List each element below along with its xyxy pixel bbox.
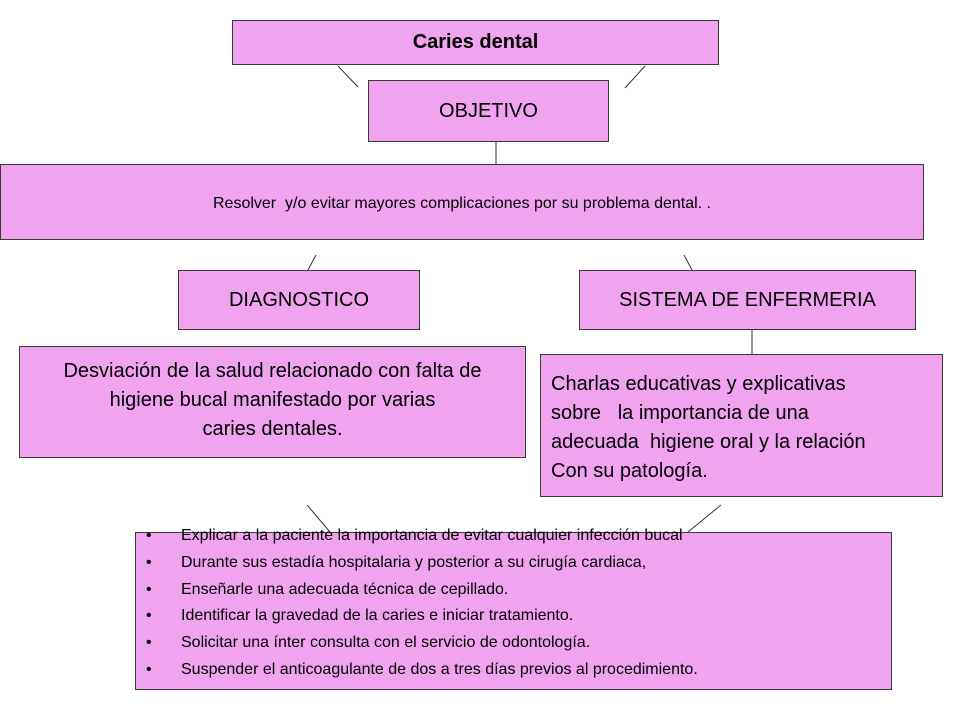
objective-box [368,80,609,142]
nursing-system-line: adecuada higiene oral y la relación [551,431,866,453]
action-item [136,582,698,609]
connector-goal-system [684,255,692,270]
diagnosis-line: caries dentales. [202,418,343,440]
nursing-system-label: SISTEMA DE ENFERMERIA [619,288,876,311]
nursing-system-line: Charlas educativas y explicativas [551,373,846,395]
bullet-icon: • [146,607,152,625]
action-item [136,555,698,582]
objective-text-box [0,164,924,240]
diagnosis-label: DIAGNOSTICO [228,288,369,311]
action-item [136,635,698,662]
bullet-icon: • [146,660,152,678]
objective-text: Resolver y/o evitar mayores complicaciones por su problema dental. . [213,195,711,212]
bullet-icon: • [146,553,152,571]
nursing-system-box [579,270,916,330]
action-text: Explicar a la paciente la importancia de evitar cualquier infección bucal [181,527,683,544]
action-text: Enseñarle una adecuada técnica de cepillado. [181,580,509,598]
action-text: Suspender el anticoagulante de dos a tres días previos al procedimiento. [181,660,698,678]
action-text: Identificar la gravedad de la caries e iniciar tratamiento. [181,607,574,625]
bullet-icon: • [146,527,152,544]
title-box [232,20,719,65]
diagnosis-line: Desviación de la salud relacionado con falta de [63,360,482,382]
diagnosis-line: higiene bucal manifestado por varias [109,389,436,411]
connector-title-right [625,66,645,88]
nursing-system-line: Con su patología. [551,460,708,482]
diagnosis-box [178,270,420,330]
diagnosis-text-box [19,346,526,458]
action-text: Solicitar una ínter consulta con el servicio de odontología. [181,634,591,652]
bullet-icon: • [146,634,152,652]
connector-title-left [338,66,358,87]
action-text: Durante sus estadía hospitalaria y posterior a su cirugía cardiaca, [181,553,647,571]
action-item [136,662,698,689]
action-item [136,528,698,555]
objective-label: OBJETIVO [439,99,538,122]
actions-box [135,527,892,690]
nursing-system-line: sobre la importancia de una [551,402,809,424]
action-item [136,608,698,635]
nursing-system-text-box [540,354,943,497]
connector-goal-diagnosis [308,255,316,270]
actions-list [136,528,698,689]
bullet-icon: • [146,580,152,598]
diagram-title: Caries dental [412,31,539,53]
